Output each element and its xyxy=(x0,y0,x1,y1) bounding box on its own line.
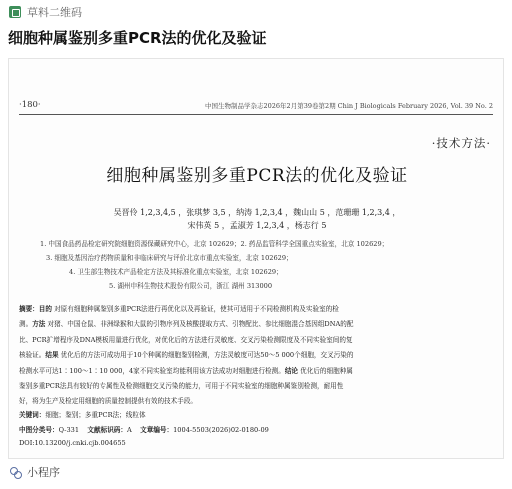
keywords-line: 关键词：细胞；鉴别；多重PCR法；线粒体 xyxy=(19,411,146,419)
abstract-line: 摘要：目的 对原有细胞种属鉴别多重PCR法进行再优化以及再验证，使其可适用于不同检测机构及实验室的检 xyxy=(19,305,339,313)
abstract-label: 摘要：目的 xyxy=(19,305,52,313)
classification-line: 中图分类号：Q-331 文献标识码：A 文章编号：1004-5503(2026)02-0180-09 xyxy=(19,426,269,434)
abstract-line: 好，将为生产及检定用细胞的质量控制提供有效的技术手段。 xyxy=(19,397,198,406)
app-name: 草料二维码 xyxy=(27,6,82,19)
app-header xyxy=(0,0,512,24)
section-label: ·技术方法· xyxy=(431,136,491,150)
authors-line-2: 宋伟英 5 ，孟淑芳 1,2,3,4 ，杨志行 5 xyxy=(187,221,327,230)
mini-program-link[interactable] xyxy=(9,462,60,482)
journal-line: 中国生物制品学杂志2026年2月第39卷第2期 Chin J Biologicals February 2026, Vol. 39 No. 2 xyxy=(205,102,493,110)
abstract-line: 鉴别多重PCR法具有较好的专属性及检测细胞交叉污染的能力，可用于不同实验室的细胞种属鉴别检测，耐用性 xyxy=(19,382,344,391)
document-image xyxy=(8,58,504,459)
post-title: 细胞种属鉴别多重PCR法的优化及验证 xyxy=(8,29,267,47)
mini-program-icon xyxy=(9,466,21,478)
abstract-line: 核验证。结果 优化后的方法可成功用于10个种属的细胞鉴别检测，方法灵敏度可达50～5 000个细胞，交叉污染的 xyxy=(19,351,354,360)
affiliation-line: 1. 中国食品药品检定研究院细胞资源保藏研究中心，北京 102629；2. 药品监管科学全国重点实验室，北京 102629； xyxy=(40,240,389,248)
running-head xyxy=(19,100,493,114)
doi-line: DOI:10.13200/j.cnki.cjb.004655 xyxy=(19,439,126,447)
affiliation-line: 3. 细胞及基因治疗药物质量和非临床研究与评价北京市重点实验室，北京 102629； xyxy=(46,254,293,262)
mini-program-label: 小程序 xyxy=(27,466,60,479)
abstract-line: 测。方法 对猪、中国仓鼠、非洲绿猴和大鼠的引物序列及核酸提取方式、引物配比、参比细胞混合基因组DNA的配 xyxy=(19,320,354,329)
abstract xyxy=(19,302,493,410)
article-title: 细胞种属鉴别多重PCR法的优化及验证 xyxy=(106,166,408,186)
header-rule xyxy=(19,114,493,115)
abstract-line: 检测水平可达1∶100～1∶10 000，4家不同实验室均能利用该方法成功对细胞进行检测。结论 优化后的细胞种属 xyxy=(19,366,353,375)
qr-logo-icon xyxy=(9,6,21,18)
authors-line-1: 吴晋伶 1,2,3,4,5 ，张琪梦 3,5 ，纳涛 1,2,3,4 ，魏山山 5 ，范珊珊 1,2,3,4 ， xyxy=(113,208,401,217)
affiliation-line: 4. 卫生部生物技术产品检定方法及其标准化重点实验室，北京 102629； xyxy=(69,268,283,276)
affiliation-line: 5. 湖州申科生物技术股份有限公司，浙江 湖州 313000 xyxy=(109,282,273,290)
page-number: ·180· xyxy=(19,100,41,110)
abstract-line: 比、PCR扩增程序及DNA模板用量进行优化，对优化后的方法进行灵敏度、交叉污染检测限度及不同实验室间的复 xyxy=(19,335,353,344)
